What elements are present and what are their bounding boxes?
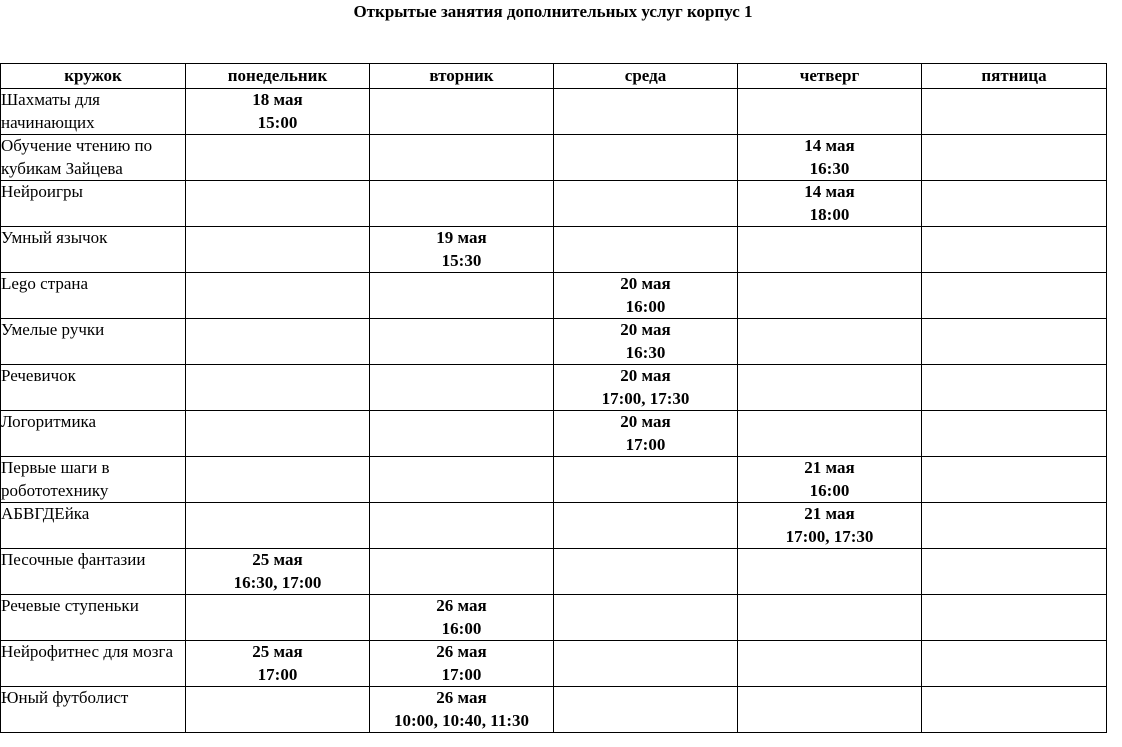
club-name-cell: Нейроигры [1, 181, 186, 227]
club-name-cell: Песочные фантазии [1, 549, 186, 595]
club-name-cell: Умный язычок [1, 227, 186, 273]
schedule-cell-friday [922, 457, 1107, 503]
schedule-cell-friday [922, 411, 1107, 457]
session-date: 25 мая [252, 550, 303, 569]
schedule-cell-monday [186, 503, 370, 549]
schedule-cell-wednesday [554, 687, 738, 733]
column-header-monday: понедельник [186, 64, 370, 89]
session-time: 17:00 [257, 664, 298, 684]
club-name-cell: Нейрофитнес для мозга [1, 641, 186, 687]
club-name-cell: Юный футболист [1, 687, 186, 733]
schedule-cell-thursday [738, 641, 922, 687]
session-date: 26 мая [436, 596, 487, 615]
schedule-cell-friday [922, 549, 1107, 595]
schedule-cell-thursday [738, 687, 922, 733]
schedule-cell-friday [922, 181, 1107, 227]
schedule-cell-thursday [738, 89, 922, 135]
club-name-cell: Шахматы для начинающих [1, 89, 186, 135]
schedule-cell-tuesday [370, 457, 554, 503]
table-row [1, 273, 1107, 319]
session-time: 16:00 [441, 618, 482, 638]
session-time: 15:30 [441, 250, 482, 270]
session-date: 20 мая [620, 412, 671, 431]
session-date: 14 мая [804, 182, 855, 201]
column-header-club: кружок [1, 64, 186, 89]
schedule-cell-wednesday [554, 273, 738, 319]
table-row [1, 365, 1107, 411]
club-name-cell: Умелые ручки [1, 319, 186, 365]
column-header-wednesday: среда [554, 64, 738, 89]
schedule-cell-tuesday [370, 89, 554, 135]
schedule-cell-friday [922, 641, 1107, 687]
schedule-cell-wednesday [554, 641, 738, 687]
schedule-cell-thursday [738, 365, 922, 411]
schedule-cell-friday [922, 503, 1107, 549]
schedule-cell-wednesday [554, 135, 738, 181]
schedule-cell-monday [186, 319, 370, 365]
session-date: 21 мая [804, 504, 855, 523]
schedule-cell-friday [922, 227, 1107, 273]
table-row [1, 549, 1107, 595]
schedule-cell-friday [922, 595, 1107, 641]
schedule-cell-wednesday [554, 595, 738, 641]
schedule-cell-thursday [738, 181, 922, 227]
session-time: 16:30 [625, 342, 666, 362]
column-header-friday: пятница [922, 64, 1107, 89]
table-row [1, 135, 1107, 181]
session-time: 16:30, 17:00 [233, 572, 322, 592]
club-name-cell: АБВГДЕйка [1, 503, 186, 549]
schedule-cell-thursday [738, 273, 922, 319]
schedule-cell-monday [186, 227, 370, 273]
session-date: 25 мая [252, 642, 303, 661]
schedule-table [0, 63, 1107, 733]
session-time: 16:00 [625, 296, 666, 316]
table-row [1, 89, 1107, 135]
table-row [1, 687, 1107, 733]
session-time: 15:00 [257, 112, 298, 132]
table-row [1, 641, 1107, 687]
header-row [1, 64, 1107, 89]
schedule-cell-friday [922, 273, 1107, 319]
schedule-cell-tuesday [370, 641, 554, 687]
session-time: 17:00, 17:30 [601, 388, 690, 408]
schedule-cell-monday [186, 135, 370, 181]
session-time: 17:00 [441, 664, 482, 684]
session-time: 17:00, 17:30 [785, 526, 874, 546]
schedule-cell-thursday [738, 319, 922, 365]
club-name-cell: Логоритмика [1, 411, 186, 457]
schedule-cell-wednesday [554, 89, 738, 135]
club-name-cell: Lego страна [1, 273, 186, 319]
session-date: 18 мая [252, 90, 303, 109]
table-row [1, 503, 1107, 549]
session-date: 20 мая [620, 320, 671, 339]
table-row [1, 227, 1107, 273]
schedule-cell-wednesday [554, 411, 738, 457]
session-time: 16:30 [809, 158, 850, 178]
schedule-cell-friday [922, 687, 1107, 733]
schedule-cell-tuesday [370, 365, 554, 411]
schedule-cell-wednesday [554, 503, 738, 549]
schedule-cell-tuesday [370, 411, 554, 457]
session-date: 21 мая [804, 458, 855, 477]
schedule-cell-monday [186, 641, 370, 687]
schedule-cell-tuesday [370, 319, 554, 365]
page-title: Открытые занятия дополнительных услуг корпус 1 [353, 2, 753, 21]
schedule-cell-thursday [738, 227, 922, 273]
schedule-cell-monday [186, 411, 370, 457]
club-name-cell: Первые шаги в робототехнику [1, 457, 186, 503]
schedule-cell-monday [186, 549, 370, 595]
schedule-cell-wednesday [554, 181, 738, 227]
schedule-cell-wednesday [554, 365, 738, 411]
session-time: 16:00 [809, 480, 850, 500]
schedule-cell-wednesday [554, 227, 738, 273]
club-name-cell: Обучение чтению по кубикам Зайцева [1, 135, 186, 181]
session-time: 10:00, 10:40, 11:30 [393, 710, 530, 730]
session-date: 19 мая [436, 228, 487, 247]
session-date: 20 мая [620, 274, 671, 293]
table-row [1, 595, 1107, 641]
schedule-cell-monday [186, 89, 370, 135]
table-row [1, 411, 1107, 457]
schedule-cell-friday [922, 135, 1107, 181]
column-header-tuesday: вторник [370, 64, 554, 89]
schedule-cell-thursday [738, 457, 922, 503]
schedule-cell-thursday [738, 503, 922, 549]
schedule-cell-friday [922, 319, 1107, 365]
schedule-cell-wednesday [554, 457, 738, 503]
club-name-cell: Речевые ступеньки [1, 595, 186, 641]
schedule-cell-thursday [738, 595, 922, 641]
schedule-cell-monday [186, 687, 370, 733]
schedule-cell-friday [922, 365, 1107, 411]
schedule-cell-tuesday [370, 273, 554, 319]
schedule-cell-wednesday [554, 549, 738, 595]
schedule-cell-tuesday [370, 549, 554, 595]
session-time: 18:00 [809, 204, 850, 224]
table-row [1, 319, 1107, 365]
schedule-cell-tuesday [370, 135, 554, 181]
table-row [1, 457, 1107, 503]
table-row [1, 181, 1107, 227]
schedule-cell-monday [186, 595, 370, 641]
session-time: 17:00 [625, 434, 666, 454]
schedule-cell-thursday [738, 411, 922, 457]
club-name-cell: Речевичок [1, 365, 186, 411]
session-date: 14 мая [804, 136, 855, 155]
schedule-cell-friday [922, 89, 1107, 135]
schedule-cell-tuesday [370, 687, 554, 733]
schedule-cell-tuesday [370, 181, 554, 227]
schedule-cell-monday [186, 365, 370, 411]
session-date: 26 мая [436, 688, 487, 707]
schedule-cell-tuesday [370, 595, 554, 641]
column-header-thursday: четверг [738, 64, 922, 89]
schedule-cell-monday [186, 457, 370, 503]
session-date: 20 мая [620, 366, 671, 385]
schedule-cell-tuesday [370, 227, 554, 273]
schedule-cell-wednesday [554, 319, 738, 365]
schedule-cell-tuesday [370, 503, 554, 549]
session-date: 26 мая [436, 642, 487, 661]
schedule-cell-monday [186, 181, 370, 227]
schedule-cell-thursday [738, 549, 922, 595]
schedule-cell-thursday [738, 135, 922, 181]
schedule-cell-monday [186, 273, 370, 319]
